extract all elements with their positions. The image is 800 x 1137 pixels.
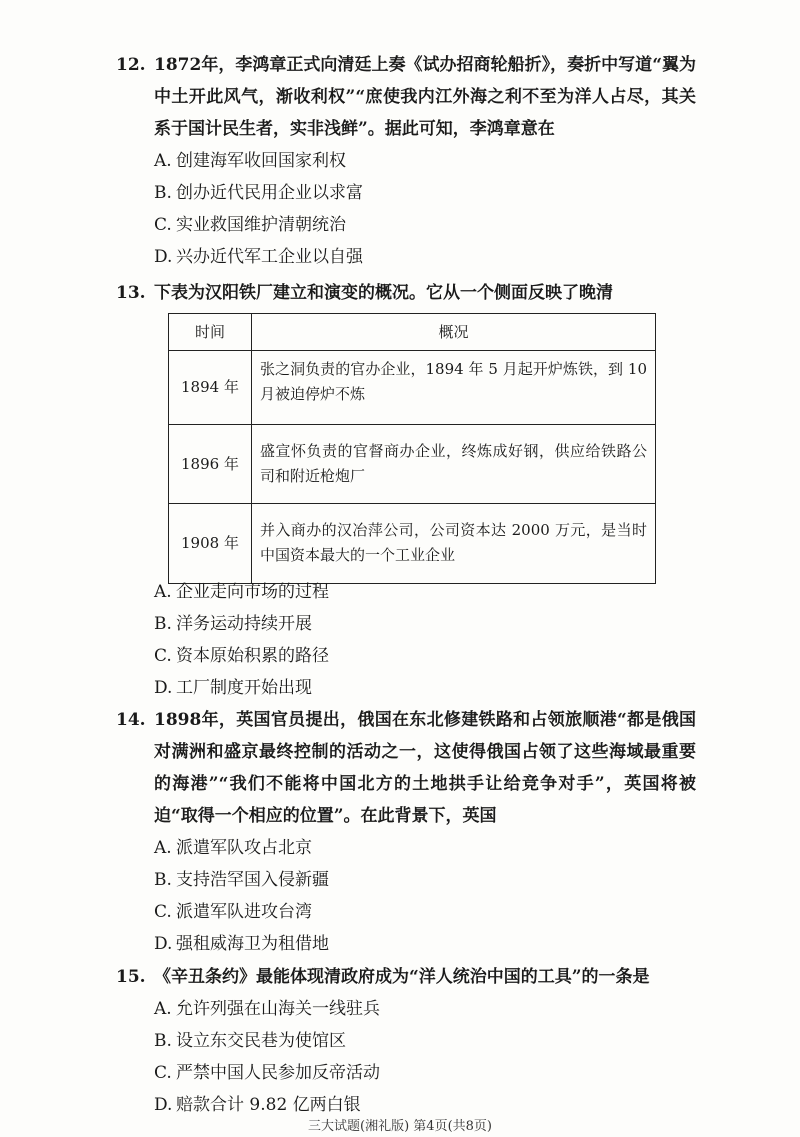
question-14-stem	[116, 704, 696, 832]
option-text: 实业救国维护清朝统治	[176, 215, 346, 235]
question-number: 13.	[116, 283, 146, 303]
question-text: 下表为汉阳铁厂建立和演变的概况。它从一个侧面反映了晚清	[154, 283, 613, 303]
question-number: 15.	[116, 967, 146, 987]
option-b	[116, 864, 696, 896]
option-letter: B.	[154, 183, 172, 203]
option-c	[116, 640, 696, 672]
question-number: 14.	[116, 710, 146, 730]
page-footer: 三大试题(湘礼版) 第4页(共8页)	[308, 1119, 492, 1134]
option-letter: A.	[154, 838, 172, 858]
option-text: 派遣军队攻占北京	[176, 838, 312, 858]
option-d	[116, 928, 696, 960]
option-c	[116, 896, 696, 928]
table-row	[169, 504, 656, 584]
option-d	[116, 672, 696, 704]
table-row	[169, 351, 656, 425]
option-a	[116, 576, 696, 608]
question-text: 《辛丑条约》最能体现清政府成为“洋人统治中国的工具”的一条是	[154, 967, 650, 987]
option-letter: C.	[154, 646, 172, 666]
option-text: 资本原始积累的路径	[176, 646, 329, 666]
option-text: 兴办近代军工企业以自强	[176, 247, 363, 267]
option-text: 支持浩罕国入侵新疆	[176, 870, 329, 890]
question-number: 12.	[116, 55, 146, 75]
option-text: 洋务运动持续开展	[176, 614, 312, 634]
option-letter: B.	[154, 870, 172, 890]
question-14	[116, 704, 696, 960]
option-text: 创建海军收回国家利权	[176, 151, 346, 171]
option-text: 创办近代民用企业以求富	[176, 183, 363, 203]
option-b	[116, 608, 696, 640]
table-cell-year: 1908 年	[169, 504, 252, 584]
question-13-options	[116, 576, 696, 704]
option-letter: C.	[154, 902, 172, 922]
option-d	[116, 241, 696, 273]
option-b	[116, 1025, 696, 1057]
option-c	[116, 1057, 696, 1089]
hanyang-ironworks-table	[168, 313, 656, 584]
question-15	[116, 961, 696, 1121]
option-a	[116, 145, 696, 177]
column-header-overview: 概况	[252, 314, 656, 351]
option-letter: D.	[154, 678, 173, 698]
table-cell-desc: 盛宣怀负责的官督商办企业，终炼成好钢，供应给铁路公司和附近枪炮厂	[252, 425, 656, 504]
table-cell-desc: 张之洞负责的官办企业，1894 年 5 月起开炉炼铁，到 10 月被迫停炉不炼	[252, 351, 656, 425]
option-text: 企业走向市场的过程	[176, 582, 329, 602]
option-text: 工厂制度开始出现	[176, 678, 312, 698]
option-b	[116, 177, 696, 209]
table-cell-year: 1894 年	[169, 351, 252, 425]
option-text: 赔款合计 9.82 亿两白银	[176, 1095, 361, 1115]
question-12	[116, 49, 696, 273]
option-letter: A.	[154, 999, 172, 1019]
option-letter: C.	[154, 215, 172, 235]
question-13-stem	[116, 277, 696, 309]
option-a	[116, 993, 696, 1025]
option-letter: B.	[154, 1031, 172, 1051]
option-c	[116, 209, 696, 241]
table-row	[169, 425, 656, 504]
option-letter: D.	[154, 247, 173, 267]
option-letter: B.	[154, 614, 172, 634]
option-text: 强租威海卫为租借地	[176, 934, 329, 954]
option-letter: A.	[154, 151, 172, 171]
question-text: 1872年，李鸿章正式向清廷上奏《试办招商轮船折》，奏折中写道“翼为中土开此风气，渐收利权”“庶使我内江外海之利不至为洋人占尽，其关系于国计民生者，实非浅鲜”。据此可知，李鸿章意在	[154, 55, 696, 139]
question-15-stem	[116, 961, 696, 993]
column-header-time: 时间	[169, 314, 252, 351]
option-text: 派遣军队进攻台湾	[176, 902, 312, 922]
option-letter: D.	[154, 934, 173, 954]
option-text: 设立东交民巷为使馆区	[176, 1031, 346, 1051]
option-letter: A.	[154, 582, 172, 602]
question-13	[116, 277, 696, 309]
option-letter: C.	[154, 1063, 172, 1083]
table-header-row	[169, 314, 656, 351]
table-cell-desc: 并入商办的汉冶萍公司，公司资本达 2000 万元，是当时中国资本最大的一个工业企业	[252, 504, 656, 584]
option-a	[116, 832, 696, 864]
question-12-stem	[116, 49, 696, 145]
question-text: 1898年，英国官员提出，俄国在东北修建铁路和占领旅顺港“都是俄国对满洲和盛京最终控制的活动之一，这使得俄国占领了这些海域最重要的海港”“我们不能将中国北方的土地拱手让给竞争对手”，英国将被迫“取得一个相应的位置”。在此背景下，英国	[154, 710, 696, 826]
option-text: 允许列强在山海关一线驻兵	[176, 999, 380, 1019]
table-cell-year: 1896 年	[169, 425, 252, 504]
option-text: 严禁中国人民参加反帝活动	[176, 1063, 380, 1083]
option-letter: D.	[154, 1095, 173, 1115]
